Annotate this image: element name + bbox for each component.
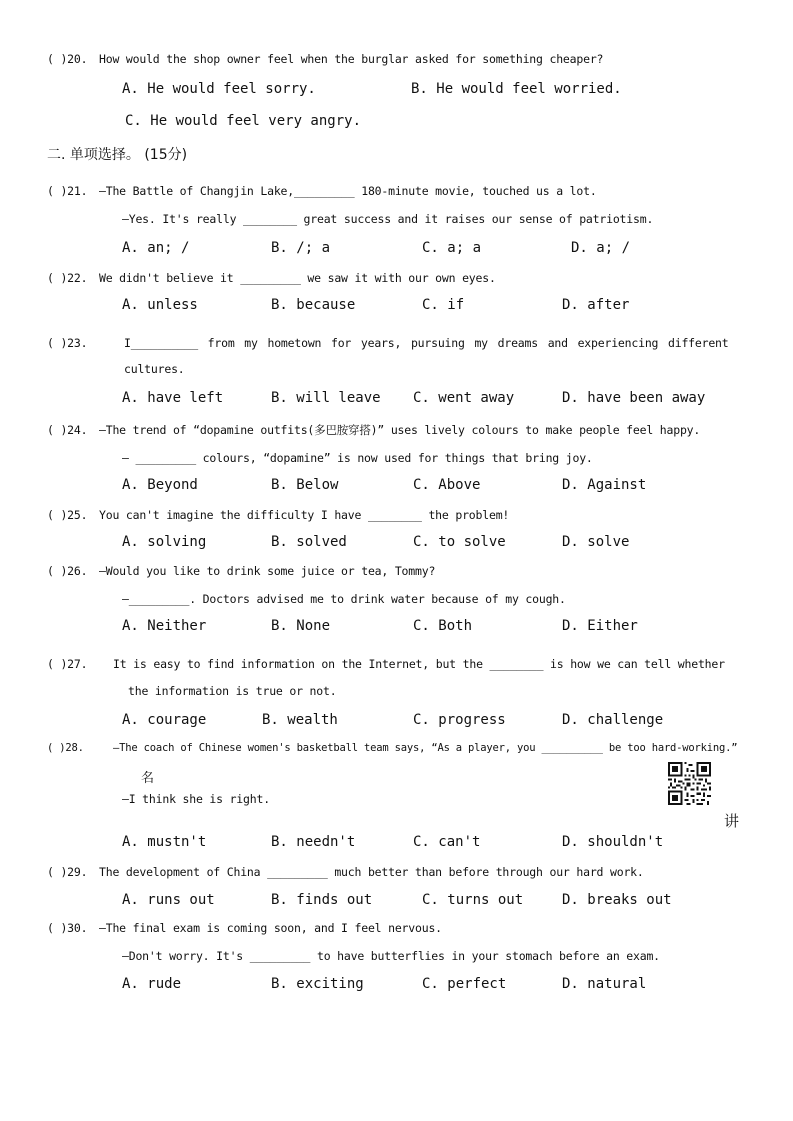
- question-30: [47, 921, 442, 935]
- option-d: D. Either: [562, 618, 638, 634]
- option-a: A. He would feel sorry.: [122, 81, 316, 97]
- option-a: A. Beyond: [122, 477, 198, 493]
- option-c: C. He would feel very angry.: [125, 113, 362, 129]
- question-20: [47, 52, 603, 66]
- option-d: D. solve: [562, 534, 630, 550]
- answer-blank: ( )29.: [47, 865, 88, 879]
- option-c: C. if: [422, 297, 465, 313]
- margin-char: 讲: [724, 812, 740, 830]
- option-a: A. solving: [122, 534, 207, 550]
- option-b: B. /; a: [271, 240, 331, 256]
- question-text: I__________ from my hometown for years, pursuing my dreams and experiencing different: [124, 336, 729, 350]
- question-25: [47, 508, 509, 522]
- question-text-line2: —Don't worry. It's _________ to have butterflies in your stomach before an exam.: [122, 949, 660, 963]
- question-text: The development of China _________ much better than before through our hard work.: [99, 865, 644, 879]
- option-a: A. courage: [122, 712, 207, 728]
- answer-blank: ( )23.: [47, 336, 88, 350]
- answer-blank: ( )25.: [47, 508, 88, 522]
- option-c: C. can't: [413, 834, 481, 850]
- question-26: [47, 564, 435, 578]
- option-a: A. unless: [122, 297, 198, 313]
- question-text: —The coach of Chinese women's basketball team says, “As a player, you __________ be too hard-working.”: [113, 742, 738, 754]
- answer-blank: ( )20.: [47, 52, 88, 66]
- answer-blank: ( )21.: [47, 184, 88, 198]
- option-a: A. mustn't: [122, 834, 207, 850]
- option-c: C. perfect: [422, 976, 507, 992]
- question-27: [47, 657, 725, 671]
- question-text-line2: the information is true or not.: [128, 684, 337, 698]
- option-b: B. He would feel worried.: [411, 81, 622, 97]
- question-text: You can't imagine the difficulty I have ________ the problem!: [99, 508, 510, 522]
- option-a: A. Neither: [122, 618, 207, 634]
- answer-blank: ( )26.: [47, 564, 88, 578]
- question-text-line2: — _________ colours, “dopamine” is now used for things that bring joy.: [122, 451, 593, 465]
- question-text-line2: cultures.: [124, 362, 185, 376]
- question-21: [47, 184, 597, 198]
- option-b: B. exciting: [271, 976, 364, 992]
- question-text: —The Battle of Changjin Lake,_________ 180-minute movie, touched us a lot.: [99, 184, 597, 198]
- answer-blank: ( )24.: [47, 423, 88, 437]
- option-c: C. turns out: [422, 892, 524, 908]
- option-c: C. to solve: [413, 534, 506, 550]
- question-text: It is easy to find information on the Internet, but the ________ is how we can tell whether: [113, 657, 725, 671]
- option-a: A. have left: [122, 390, 224, 406]
- section-title: 二. 单项选择。 (15分): [47, 147, 188, 163]
- option-b: B. wealth: [262, 712, 338, 728]
- option-b: B. needn't: [271, 834, 356, 850]
- question-text: —Would you like to drink some juice or tea, Tommy?: [99, 564, 436, 578]
- question-text-line2: —_________. Doctors advised me to drink water because of my cough.: [122, 592, 566, 606]
- option-d: D. after: [562, 297, 630, 313]
- option-b: B. because: [271, 297, 356, 313]
- option-b: B. None: [271, 618, 331, 634]
- answer-blank: ( )30.: [47, 921, 88, 935]
- option-d: D. shouldn't: [562, 834, 664, 850]
- answer-blank: ( )27.: [47, 657, 88, 671]
- option-d: D. Against: [562, 477, 647, 493]
- option-b: B. finds out: [271, 892, 373, 908]
- option-d: D. challenge: [562, 712, 664, 728]
- question-text-line2: —I think she is right.: [122, 792, 270, 806]
- qr-code-icon: [668, 762, 711, 805]
- question-28: [47, 742, 737, 754]
- question-22: [47, 271, 496, 285]
- option-b: B. solved: [271, 534, 347, 550]
- question-text: We didn't believe it _________ we saw it with our own eyes.: [99, 271, 496, 285]
- option-c: C. Above: [413, 477, 481, 493]
- option-a: A. runs out: [122, 892, 215, 908]
- option-c: C. went away: [413, 390, 515, 406]
- option-d: D. a; /: [571, 240, 631, 256]
- question-text: —The trend of “dopamine outfits(多巴胺穿搭)” uses lively colours to make people feel happy.: [99, 423, 701, 437]
- question-text: How would the shop owner feel when the burglar asked for something cheaper?: [99, 52, 604, 66]
- option-c: C. a; a: [422, 240, 482, 256]
- question-23: [47, 336, 729, 350]
- answer-blank: ( )28.: [47, 742, 84, 754]
- option-a: A. rude: [122, 976, 182, 992]
- option-d: D. have been away: [562, 390, 706, 406]
- question-text: —The final exam is coming soon, and I feel nervous.: [99, 921, 442, 935]
- margin-char: 名: [141, 771, 155, 786]
- option-a: A. an; /: [122, 240, 190, 256]
- option-d: D. natural: [562, 976, 647, 992]
- question-24: [47, 422, 700, 438]
- option-c: C. Both: [413, 618, 473, 634]
- option-c: C. progress: [413, 712, 506, 728]
- question-29: [47, 865, 644, 879]
- answer-blank: ( )22.: [47, 271, 88, 285]
- option-d: D. breaks out: [562, 892, 672, 908]
- question-text-line2: —Yes. It's really ________ great success and it raises our sense of patriotism.: [122, 212, 654, 226]
- option-b: B. Below: [271, 477, 339, 493]
- option-b: B. will leave: [271, 390, 381, 406]
